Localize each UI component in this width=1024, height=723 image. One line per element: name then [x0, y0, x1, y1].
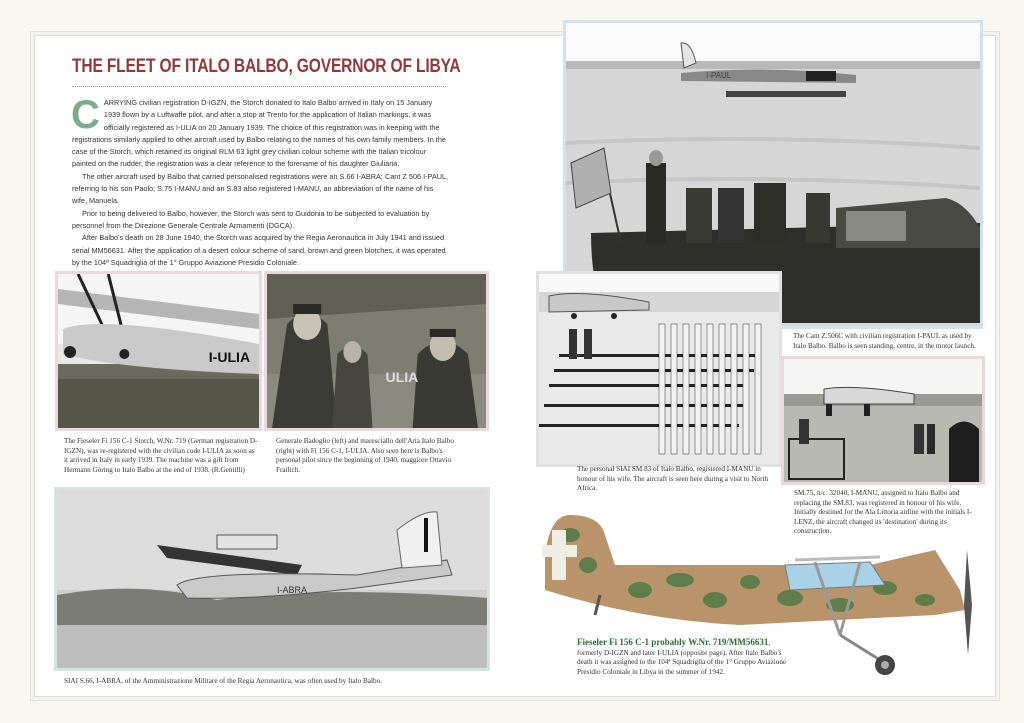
- caption-s66: SIAI S.66, I-ABRA, of the Amministrazione Militare of the Regia Aeronautica, was often used by Italo Balbo.: [64, 677, 382, 685]
- caption-sm83: The personal SIAI SM.83 of Italo Balbo, registered I-MANU in honour of his wife. The aircraft is seen here during a visit to North Africa.: [577, 465, 769, 493]
- title-divider: [72, 86, 446, 87]
- photo-sm75-imanu: [781, 356, 985, 485]
- profile-heading: Fieseler Fi 156 C-1 probably W.Nr. 719/MM56631: [577, 637, 769, 647]
- caption-sm75: SM.75, n/c. 32040, I-MANU, assigned to Italo Balbo and replacing the SM.83, was registered in honour of his wife. Initially destined for the Ala Littoria airline with the initials I-LENZ, the aircraft changed its 'destination' during its construction.: [794, 489, 972, 536]
- article-body: [71, 93, 450, 269]
- caption-profile: [577, 638, 795, 677]
- paragraph-3: Prior to being delivered to Balbo, however, the Storch was sent to Guidonia to be subjected to evaluation by personnel from the Direzione Generale Centrale Armamenti (DGCA).: [72, 208, 430, 230]
- drop-cap: C: [71, 93, 100, 137]
- paragraph-1: CARRYING civilian registration D-IGZN, the Storch donated to Italo Balbo arrived in Italy on 15 January 1939 flown by a Luftwaffe pilot, and after a stop at Trento for the application of Italian markings, it was officially registered as I-ULIA on 20 January 1939. The choice of this registration was in keeping with the registrations similarly applied to other aircraft used by Balbo relating to the names of his own family members. In the case of the Storch, which retained its original RLM 63 light grey civilian colour scheme with the Italian tricolour painted on the rudder, the registration was a clear reference to the forename of his daughter Giuliana.: [71, 93, 446, 169]
- article-title: THE FLEET OF ITALO BALBO, GOVERNOR OF LIBYA: [72, 56, 461, 77]
- photo-storch-iulia: [55, 271, 262, 431]
- photo-badoglio-balbo: [264, 271, 489, 431]
- paragraph-2: The other aircraft used by Balbo that carried personalised registrations were an S.66 I-ABRA; Cant Z 506 I-PAUL, referring to his son Paolo; S.75 I-MANU and an S.83 also registered I-MANU, an abbreviation of the name of his wife, Manuela.: [72, 171, 449, 206]
- caption-storch: The Fieseler Fi 156 C-1 Storch, W.Nr. 719 (German registration D-IGZN), was re-registered with the civilian code I-ULIA as soon as it arrived in Italy in early 1939. The machine was a gift from Hermann Göring to Italo Balbo at the end of 1938. (R.Gentilli): [64, 437, 258, 474]
- profile-text: , formerly D-IGZN and later I-ULIA (opposite page). After Italo Balbo's death it was assigned to the 104ª Squadriglia of the 1° Gruppo Aviazione Presidio Coloniale in Libya in the summer of 1942.: [577, 639, 787, 676]
- photo-sm83-imanu: [536, 271, 782, 467]
- registration-iulia: I-ULIA: [208, 349, 251, 365]
- registration-iabra: I-ABRA: [277, 585, 308, 595]
- caption-cant-z506: The Cant Z.506C with civilian registration I-PAUL as used by Italo Balbo. Balbo is seen standing, centre, in the motor launch.: [793, 332, 976, 350]
- registration-ulia: ULIA: [385, 369, 419, 385]
- photo-s66-iabra: [54, 487, 490, 671]
- registration-ipaul: I-PAUL: [706, 71, 732, 80]
- paragraph-4: After Balbo's death on 28 June 1940, the Storch was acquired by the Regia Aeronautica in July 1941 and issued serial MM56631. After the application of a desert colour scheme of sand, brown and green blotches, it was operated by the 104ª Squadriglia of the 1° Gruppo Aviazione Presidio Coloniale.: [72, 233, 446, 267]
- caption-badoglio: Generale Badoglio (left) and maresciallo dell'Aria Italo Balbo (right) with Fi 156 C-1, I-ULIA. Also seen here is Balbo's personal pilot since the beginning of 1940, maggiore Ottavio Frailich.: [276, 437, 454, 474]
